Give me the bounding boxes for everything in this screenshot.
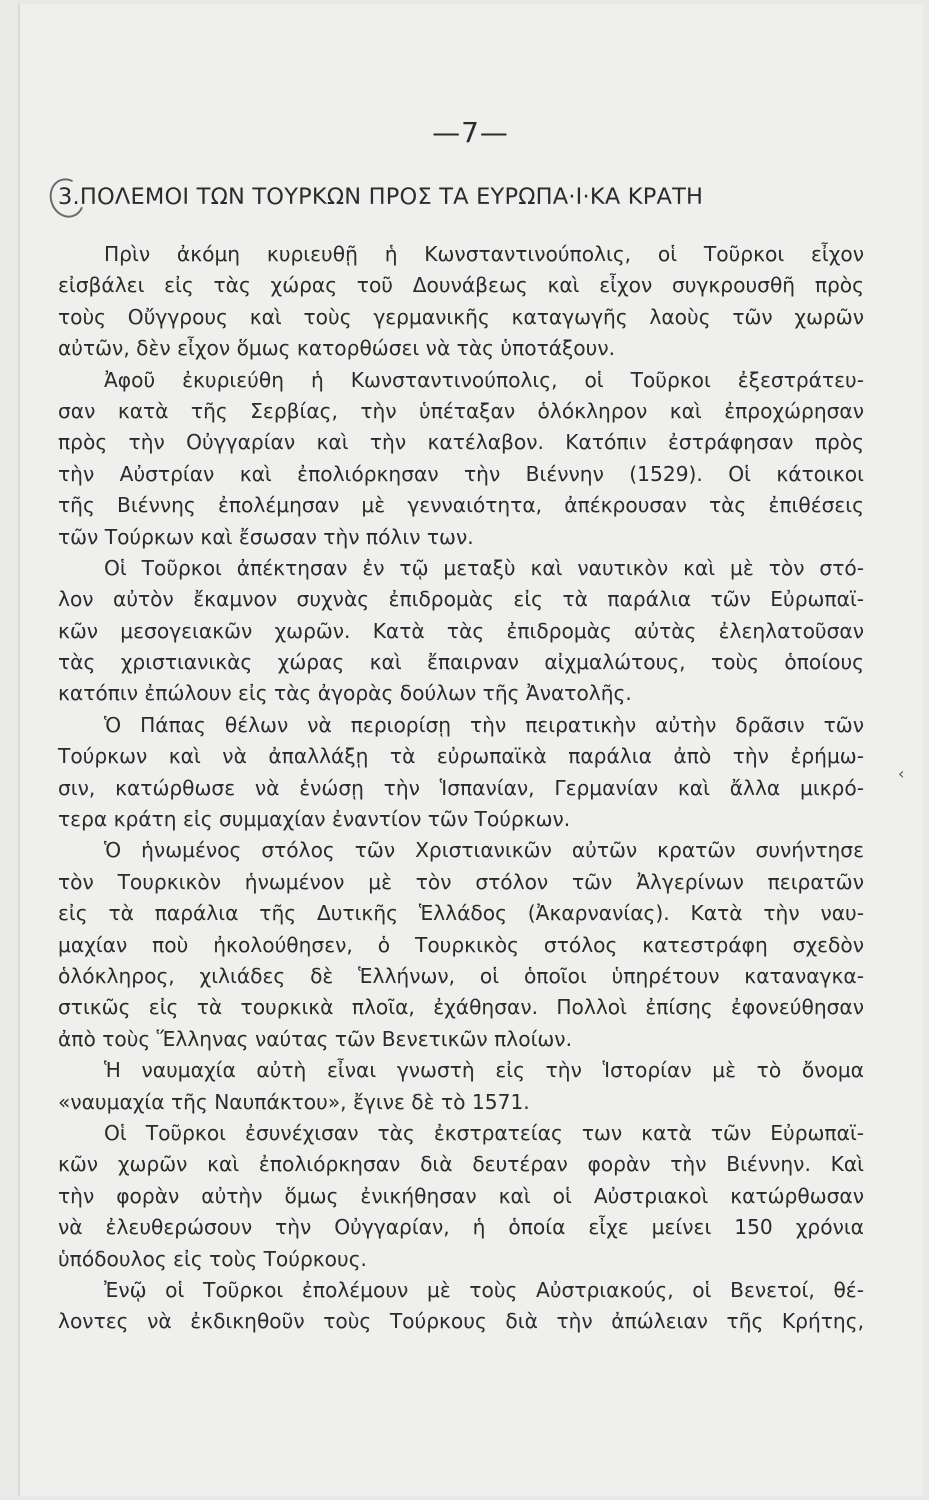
section-heading <box>58 184 703 210</box>
text-line: τὰς χριστιανικὰς χώρας καὶ ἔπαιρναν αἰχμαλώτους, τοὺς ὁποίους <box>58 650 864 675</box>
text-line: Ἀφοῦ ἐκυριεύθη ἡ Κωνσταντινούπολις, οἱ Τοῦρκοι ἐξεστράτευ- <box>104 367 864 392</box>
text-line: τὸν Τουρκικὸν ἡνωμένον μὲ τὸν στόλον τῶν Ἀλγερίνων πειρατῶν <box>58 869 864 894</box>
body-text <box>58 239 864 1338</box>
text-line: μαχίαν ποὺ ἠκολούθησεν, ὁ Τουρκικὸς στόλος κατεστράφη σχεδὸν <box>58 932 864 957</box>
text-line: Ἡ ναυμαχία αὐτὴ εἶναι γνωστὴ εἰς τὴν Ἱστορίαν μὲ τὸ ὄνομα <box>104 1058 864 1083</box>
page-number: —7— <box>432 116 509 149</box>
text-line: λον αὐτὸν ἔκαμνον συχνὰς ἐπιδρομὰς εἰς τὰ παράλια τῶν Εὐρωπαϊ- <box>58 587 864 612</box>
text-line: τερα κράτη εἰς συμμαχίαν ἐναντίον τῶν Τούρκων. <box>58 807 571 832</box>
text-line: τὴν φορὰν αὐτὴν ὅμως ἐνικήθησαν καὶ οἱ Αὐστριακοὶ κατώρθωσαν <box>58 1183 864 1208</box>
section-number: 3. <box>58 184 80 210</box>
text-line: «ναυμαχία τῆς Ναυπάκτου», ἔγινε δὲ τὸ 1571. <box>58 1089 530 1114</box>
text-line: τοὺς Οὔγγρους καὶ τοὺς γερμανικῆς καταγωγῆς λαοὺς τῶν χωρῶν <box>58 304 864 329</box>
text-line: ὑπόδουλος εἰς τοὺς Τούρκους. <box>58 1246 367 1271</box>
text-line: κατόπιν ἐπώλουν εἰς τὰς ἀγορὰς δούλων τῆς Ἀνατολῆς. <box>58 681 632 706</box>
text-line: σιν, κατώρθωσε νὰ ἑνώσῃ τὴν Ἱσπανίαν, Γερμανίαν καὶ ἄλλα μικρό- <box>58 775 864 800</box>
text-line: τὴν Αὐστρίαν καὶ ἐπολιόρκησαν τὴν Βιέννην (1529). Οἱ κάτοικοι <box>58 461 864 486</box>
text-line: πρὸς τὴν Οὐγγαρίαν καὶ τὴν κατέλαβον. Κατόπιν ἐστράφησαν πρὸς <box>58 430 864 455</box>
text-line: ἀπὸ τοὺς Ἕλληνας ναύτας τῶν Βενετικῶν πλοίων. <box>58 1026 573 1051</box>
text-line: Πρὶν ἀκόμη κυριευθῇ ἡ Κωνσταντινούπολις, οἱ Τοῦρκοι εἶχον <box>104 242 864 266</box>
text-line: εἰς τὰ παράλια τῆς Δυτικῆς Ἑλλάδος (Ἀκαρνανίας). Κατὰ τὴν ναυ- <box>58 901 864 926</box>
section-title: ΠΟΛΕΜΟΙ ΤΩΝ ΤΟΥΡΚΩΝ ΠΡΟΣ ΤΑ ΕΥΡΩΠΑ·Ι·ΚΑ ΚΡΑΤΗ <box>79 184 704 210</box>
text-line: Τούρκων καὶ νὰ ἀπαλλάξῃ τὰ εὐρωπαϊκὰ παράλια ἀπὸ τὴν ἐρήμω- <box>58 744 864 769</box>
text-line: νὰ ἐλευθερώσουν τὴν Οὐγγαρίαν, ἡ ὁποία εἶχε μείνει 150 χρόνια <box>58 1215 864 1240</box>
text-line: Οἱ Τοῦρκοι ἐσυνέχισαν τὰς ἐκστρατείας των κατὰ τῶν Εὐρωπαϊ- <box>104 1120 864 1145</box>
text-line: αὐτῶν, δὲν εἶχον ὅμως κατορθώσει νὰ τὰς ὑποτάξουν. <box>58 336 616 361</box>
text-line: τῆς Βιέννης ἐπολέμησαν μὲ γενναιότητα, ἀπέκρουσαν τὰς ἐπιθέσεις <box>58 493 864 518</box>
margin-mark: ‹ <box>898 764 905 783</box>
text-line: Ὁ ἡνωμένος στόλος τῶν Χριστιανικῶν αὐτῶν κρατῶν συνήντησε <box>104 838 864 863</box>
text-line: στικῶς εἰς τὰ τουρκικὰ πλοῖα, ἐχάθησαν. Πολλοὶ ἐπίσης ἐφονεύθησαν <box>58 995 864 1020</box>
book-page <box>18 4 923 1496</box>
text-line: Οἱ Τοῦρκοι ἀπέκτησαν ἐν τῷ μεταξὺ καὶ ναυτικὸν καὶ μὲ τὸν στό- <box>104 555 864 580</box>
text-line: τῶν Τούρκων καὶ ἔσωσαν τὴν πόλιν των. <box>58 524 474 549</box>
text-line: εἰσβάλει εἰς τὰς χώρας τοῦ Δουνάβεως καὶ εἶχον συγκρουσθῆ πρὸς <box>58 273 864 298</box>
text-line: σαν κατὰ τῆς Σερβίας, τὴν ὑπέταξαν ὁλόκληρον καὶ ἐπροχώρησαν <box>58 398 864 423</box>
text-line: ὁλόκληρος, χιλιάδες δὲ Ἑλλήνων, οἱ ὁποῖοι ὑπηρέτουν καταναγκα- <box>58 963 864 988</box>
text-line: κῶν μεσογειακῶν χωρῶν. Κατὰ τὰς ἐπιδρομὰς αὐτὰς ἐλεηλατοῦσαν <box>58 618 864 643</box>
text-line: κῶν χωρῶν καὶ ἐπολιόρκησαν διὰ δευτέραν φορὰν τὴν Βιέννην. Καὶ <box>58 1152 864 1177</box>
text-line: Ὁ Πάπας θέλων νὰ περιορίσῃ τὴν πειρατικὴν αὐτὴν δρᾶσιν τῶν <box>104 712 864 737</box>
text-line: λοντες νὰ ἐκδικηθοῦν τοὺς Τούρκους διὰ τὴν ἀπώλειαν τῆς Κρήτης, <box>58 1309 864 1334</box>
text-line: Ἐνῷ οἱ Τοῦρκοι ἐπολέμουν μὲ τοὺς Αὐστριακούς, οἱ Βενετοί, θέ- <box>104 1277 864 1302</box>
